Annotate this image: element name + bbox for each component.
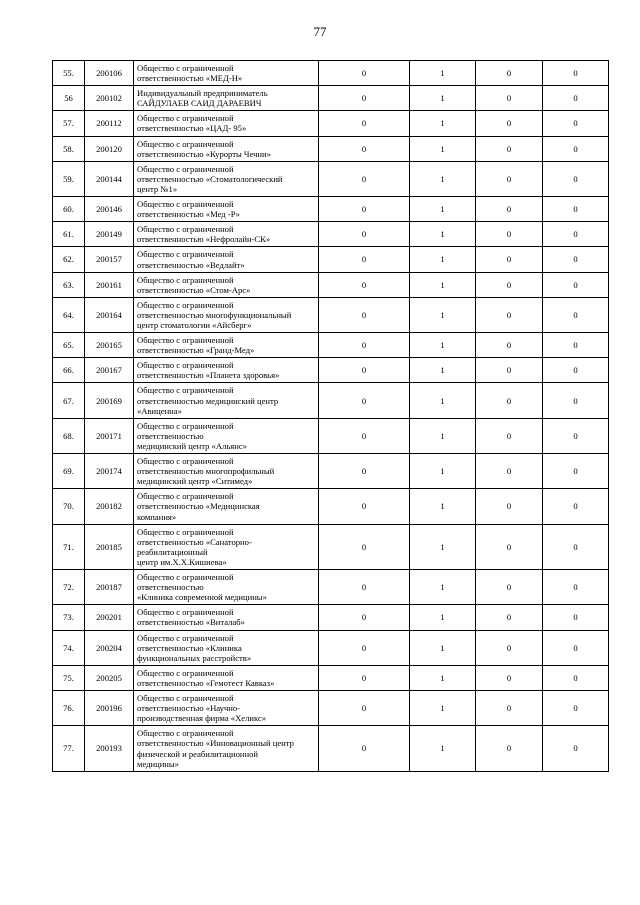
value-column-4: 0 xyxy=(543,665,609,690)
row-number: 77. xyxy=(53,726,85,771)
registry-code: 200193 xyxy=(85,726,134,771)
registry-code: 200157 xyxy=(85,247,134,272)
value-column-4: 0 xyxy=(543,247,609,272)
value-column-3: 0 xyxy=(476,570,543,605)
row-number: 75. xyxy=(53,665,85,690)
value-column-3: 0 xyxy=(476,222,543,247)
value-column-1: 0 xyxy=(319,605,410,630)
value-column-1: 0 xyxy=(319,86,410,111)
value-column-1: 0 xyxy=(319,383,410,418)
organizations-table xyxy=(52,60,609,772)
row-number: 65. xyxy=(53,333,85,358)
value-column-1: 0 xyxy=(319,247,410,272)
organization-name: Общество с ограниченной ответственностью «Ведлайт» xyxy=(134,247,319,272)
value-column-4: 0 xyxy=(543,691,609,726)
value-column-4: 0 xyxy=(543,524,609,569)
organization-name: Общество с ограниченной ответственностью «Стом-Арс» xyxy=(134,272,319,297)
value-column-4: 0 xyxy=(543,297,609,332)
value-column-4: 0 xyxy=(543,570,609,605)
organization-name: Общество с ограниченной ответственностью «Клиника функциональных расстройств» xyxy=(134,630,319,665)
row-number: 69. xyxy=(53,454,85,489)
registry-code: 200161 xyxy=(85,272,134,297)
registry-code: 200165 xyxy=(85,333,134,358)
table-row xyxy=(53,454,609,489)
table-body xyxy=(53,61,609,772)
registry-code: 200205 xyxy=(85,665,134,690)
value-column-1: 0 xyxy=(319,630,410,665)
organization-name: Общество с ограниченной ответственностью «Клиника современной медицины» xyxy=(134,570,319,605)
value-column-4: 0 xyxy=(543,136,609,161)
row-number: 55. xyxy=(53,61,85,86)
registry-code: 200201 xyxy=(85,605,134,630)
value-column-3: 0 xyxy=(476,161,543,196)
organization-name: Общество с ограниченной ответственностью «Курорты Чечни» xyxy=(134,136,319,161)
registry-code: 200171 xyxy=(85,418,134,453)
value-column-4: 0 xyxy=(543,197,609,222)
value-column-3: 0 xyxy=(476,524,543,569)
row-number: 70. xyxy=(53,489,85,524)
value-column-1: 0 xyxy=(319,136,410,161)
row-number: 76. xyxy=(53,691,85,726)
organization-name: Общество с ограниченной ответственностью многопрофильный медицинский центр «Ситимед» xyxy=(134,454,319,489)
organization-name: Общество с ограниченной ответственностью «Виталаб» xyxy=(134,605,319,630)
registry-code: 200182 xyxy=(85,489,134,524)
registry-code: 200196 xyxy=(85,691,134,726)
value-column-2: 1 xyxy=(410,197,476,222)
table-row xyxy=(53,247,609,272)
value-column-4: 0 xyxy=(543,86,609,111)
organization-name: Общество с ограниченной ответственностью «Инновационный центр физической и реабилитационной медицины» xyxy=(134,726,319,771)
value-column-4: 0 xyxy=(543,161,609,196)
registry-code: 200106 xyxy=(85,61,134,86)
value-column-2: 1 xyxy=(410,691,476,726)
row-number: 57. xyxy=(53,111,85,136)
registry-code: 200112 xyxy=(85,111,134,136)
organization-name: Индивидуальный предприниматель САЙДУЛАЕВ САИД ДАРАЕВИЧ xyxy=(134,86,319,111)
value-column-1: 0 xyxy=(319,111,410,136)
table-row xyxy=(53,726,609,771)
value-column-3: 0 xyxy=(476,383,543,418)
organization-name: Общество с ограниченной ответственностью «Научно- производственная фирма «Хеликс» xyxy=(134,691,319,726)
table-row xyxy=(53,222,609,247)
value-column-4: 0 xyxy=(543,726,609,771)
value-column-1: 0 xyxy=(319,222,410,247)
value-column-4: 0 xyxy=(543,222,609,247)
row-number: 60. xyxy=(53,197,85,222)
value-column-1: 0 xyxy=(319,524,410,569)
organization-name: Общество с ограниченной ответственностью «Санаторно- реабилитационный центр им.Х.Х.Кишиева» xyxy=(134,524,319,569)
value-column-1: 0 xyxy=(319,489,410,524)
value-column-2: 1 xyxy=(410,383,476,418)
value-column-1: 0 xyxy=(319,454,410,489)
value-column-2: 1 xyxy=(410,333,476,358)
value-column-3: 0 xyxy=(476,333,543,358)
value-column-3: 0 xyxy=(476,136,543,161)
table-row xyxy=(53,161,609,196)
registry-code: 200167 xyxy=(85,358,134,383)
organization-name: Общество с ограниченной ответственностью «Мед -Р» xyxy=(134,197,319,222)
value-column-1: 0 xyxy=(319,418,410,453)
value-column-3: 0 xyxy=(476,489,543,524)
row-number: 58. xyxy=(53,136,85,161)
registry-code: 200169 xyxy=(85,383,134,418)
value-column-1: 0 xyxy=(319,665,410,690)
value-column-3: 0 xyxy=(476,111,543,136)
row-number: 71. xyxy=(53,524,85,569)
value-column-1: 0 xyxy=(319,297,410,332)
value-column-3: 0 xyxy=(476,418,543,453)
value-column-1: 0 xyxy=(319,161,410,196)
organization-name: Общество с ограниченной ответственностью «ЦАД- 95» xyxy=(134,111,319,136)
table-row xyxy=(53,489,609,524)
value-column-2: 1 xyxy=(410,630,476,665)
value-column-3: 0 xyxy=(476,272,543,297)
organization-name: Общество с ограниченной ответственностью «Стоматологический центр №1» xyxy=(134,161,319,196)
registry-code: 200204 xyxy=(85,630,134,665)
value-column-2: 1 xyxy=(410,136,476,161)
value-column-4: 0 xyxy=(543,605,609,630)
row-number: 67. xyxy=(53,383,85,418)
table-row xyxy=(53,605,609,630)
value-column-2: 1 xyxy=(410,86,476,111)
organization-name: Общество с ограниченной ответственностью медицинский центр «Альянс» xyxy=(134,418,319,453)
value-column-3: 0 xyxy=(476,297,543,332)
value-column-3: 0 xyxy=(476,726,543,771)
organization-name: Общество с ограниченной ответственностью «Медицинская компания» xyxy=(134,489,319,524)
row-number: 74. xyxy=(53,630,85,665)
row-number: 64. xyxy=(53,297,85,332)
organization-name: Общество с ограниченной ответственностью «МЕД-Н» xyxy=(134,61,319,86)
table-row xyxy=(53,136,609,161)
organization-name: Общество с ограниченной ответственностью «Гемотест Кавказ» xyxy=(134,665,319,690)
value-column-1: 0 xyxy=(319,726,410,771)
row-number: 68. xyxy=(53,418,85,453)
organization-name: Общество с ограниченной ответственностью «Нефролайн-СК» xyxy=(134,222,319,247)
value-column-1: 0 xyxy=(319,570,410,605)
organization-name: Общество с ограниченной ответственностью «Гранд-Мед» xyxy=(134,333,319,358)
row-number: 63. xyxy=(53,272,85,297)
value-column-1: 0 xyxy=(319,272,410,297)
registry-code: 200187 xyxy=(85,570,134,605)
table-row xyxy=(53,111,609,136)
value-column-3: 0 xyxy=(476,61,543,86)
row-number: 59. xyxy=(53,161,85,196)
registry-code: 200185 xyxy=(85,524,134,569)
row-number: 62. xyxy=(53,247,85,272)
organization-name: Общество с ограниченной ответственностью «Планета здоровья» xyxy=(134,358,319,383)
organization-name: Общество с ограниченной ответственностью медицинский центр «Авиценна» xyxy=(134,383,319,418)
value-column-2: 1 xyxy=(410,665,476,690)
value-column-4: 0 xyxy=(543,454,609,489)
row-number: 61. xyxy=(53,222,85,247)
value-column-2: 1 xyxy=(410,358,476,383)
value-column-2: 1 xyxy=(410,161,476,196)
registry-code: 200102 xyxy=(85,86,134,111)
value-column-2: 1 xyxy=(410,454,476,489)
registry-code: 200149 xyxy=(85,222,134,247)
value-column-1: 0 xyxy=(319,61,410,86)
table-row xyxy=(53,691,609,726)
value-column-4: 0 xyxy=(543,272,609,297)
value-column-2: 1 xyxy=(410,297,476,332)
value-column-4: 0 xyxy=(543,383,609,418)
row-number: 66. xyxy=(53,358,85,383)
value-column-1: 0 xyxy=(319,333,410,358)
registry-code: 200144 xyxy=(85,161,134,196)
value-column-2: 1 xyxy=(410,272,476,297)
row-number: 72. xyxy=(53,570,85,605)
value-column-2: 1 xyxy=(410,247,476,272)
value-column-2: 1 xyxy=(410,726,476,771)
registry-code: 200120 xyxy=(85,136,134,161)
table-row xyxy=(53,358,609,383)
table-row xyxy=(53,665,609,690)
table-row xyxy=(53,630,609,665)
table-row xyxy=(53,197,609,222)
value-column-3: 0 xyxy=(476,630,543,665)
value-column-3: 0 xyxy=(476,358,543,383)
table-row xyxy=(53,383,609,418)
value-column-3: 0 xyxy=(476,665,543,690)
value-column-3: 0 xyxy=(476,247,543,272)
value-column-3: 0 xyxy=(476,454,543,489)
value-column-2: 1 xyxy=(410,524,476,569)
row-number: 73. xyxy=(53,605,85,630)
registry-code: 200174 xyxy=(85,454,134,489)
value-column-1: 0 xyxy=(319,691,410,726)
value-column-2: 1 xyxy=(410,489,476,524)
value-column-2: 1 xyxy=(410,418,476,453)
value-column-4: 0 xyxy=(543,333,609,358)
table-row xyxy=(53,418,609,453)
value-column-4: 0 xyxy=(543,489,609,524)
value-column-4: 0 xyxy=(543,61,609,86)
registry-code: 200164 xyxy=(85,297,134,332)
table-row xyxy=(53,524,609,569)
value-column-2: 1 xyxy=(410,605,476,630)
table-row xyxy=(53,272,609,297)
table-row xyxy=(53,61,609,86)
registry-code: 200146 xyxy=(85,197,134,222)
table-row xyxy=(53,333,609,358)
row-number: 56 xyxy=(53,86,85,111)
table-row xyxy=(53,86,609,111)
value-column-4: 0 xyxy=(543,630,609,665)
value-column-2: 1 xyxy=(410,61,476,86)
value-column-4: 0 xyxy=(543,111,609,136)
value-column-2: 1 xyxy=(410,570,476,605)
value-column-3: 0 xyxy=(476,691,543,726)
page-number: 77 xyxy=(313,24,327,39)
value-column-1: 0 xyxy=(319,358,410,383)
value-column-2: 1 xyxy=(410,111,476,136)
table-row xyxy=(53,570,609,605)
table-row xyxy=(53,297,609,332)
value-column-1: 0 xyxy=(319,197,410,222)
value-column-2: 1 xyxy=(410,222,476,247)
organization-name: Общество с ограниченной ответственностью многофункциональный центр стоматологии «Айсберг» xyxy=(134,297,319,332)
value-column-3: 0 xyxy=(476,197,543,222)
value-column-4: 0 xyxy=(543,358,609,383)
value-column-3: 0 xyxy=(476,605,543,630)
value-column-3: 0 xyxy=(476,86,543,111)
value-column-4: 0 xyxy=(543,418,609,453)
